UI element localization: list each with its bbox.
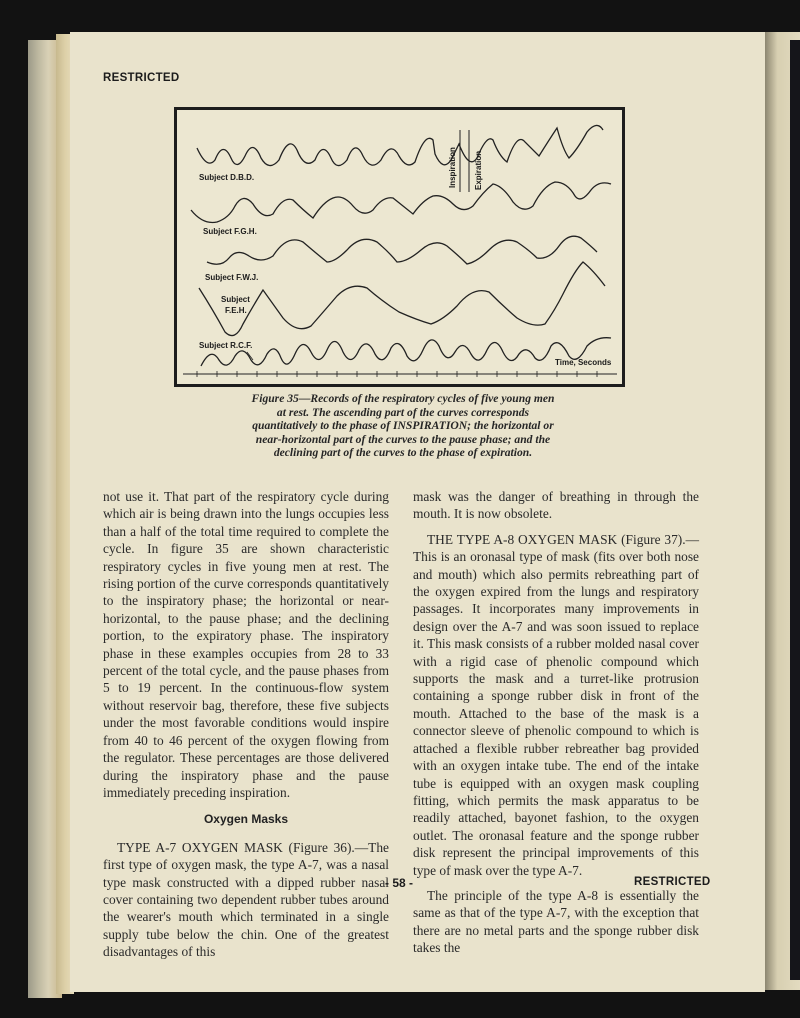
trace-dbd [197,125,603,165]
label-subject-feh: Subject [221,295,250,304]
left-paragraph-1: not use it. That part of the respiratory cycle during which air is being drawn into the lungs occupies less than a half of the total time required to complete the cycle. In figure 35 are shown characteristic respiratory cycles in five young men at rest. The rising portion of the curve corresponds quantitatively to the inspiratory phase; the horizontal or near-horizontal, to the pause phase; and the declining portion, to the expiratory phase. The inspiratory phase in these examples occupies from 28 to 33 percent of the total cycle, and the pause phases from 5 to 19 percent. In the continuous-flow system without reservoir bag, therefore, these five subjects under the most favorable conditions would inspire from 40 to 46 percent of the oxygen flowing from the regulator. These percentages are those delivered during the inspiratory phase and the pause immediately preceding inspiration. [103,489,389,800]
respiratory-traces [177,110,622,384]
time-ticks [197,371,597,377]
left-column [103,488,389,969]
scan-border [790,40,800,980]
respiratory-cycles-figure [174,107,625,387]
header-classification: RESTRICTED [103,72,180,84]
trace-fwj [207,236,597,264]
trace-rcf [201,338,611,366]
label-subject-rcf: Subject R.C.F. [199,341,253,350]
time-axis-label: Time, Seconds [555,358,612,367]
section-heading: Oxygen Masks [203,812,289,827]
trace-feh [199,262,605,336]
footer-classification: RESTRICTED [634,876,711,888]
figure-caption: Figure 35—Records of the respiratory cycles of five young men at rest. The ascending part of the curves corresponds quantitatively to the phase of INSPIRATION; the horizontal or near-horizontal part of the curves to the pause phase; and the declining part of the curves to the phase of expiration. [251,392,555,460]
right-paragraph-1: mask was the danger of breathing in through the mouth. It is now obsolete. [413,489,699,522]
page-number: - 58 - [385,876,414,890]
left-paragraph-2: TYPE A-7 OXYGEN MASK (Figure 36).—The first type of oxygen mask, the type A-7, was a nasal type mask constructed with a dipped rubber nasal cover containing two dependent rubber tubes around the wearer's mouth which terminated in a single supply tube below the chin. One of the greatest disadvantages of this [103,839,389,960]
label-subject-fgh: Subject F.G.H. [203,227,257,236]
label-subject-dbd: Subject D.B.D. [199,173,255,182]
inspiration-label: Inspiration [448,147,457,188]
label-subject-feh-initials: F.E.H. [225,306,247,315]
expiration-label: Expiration [474,150,483,190]
trace-fgh [191,182,611,223]
label-subject-fwj: Subject F.W.J. [205,273,259,282]
right-paragraph-2: THE TYPE A-8 OXYGEN MASK (Figure 37).—This is an oronasal type of mask (fits over both nose and mouth) which also permits rebreathing part of the oxygen expired from the lungs and respiratory passages. It incorporates many improvements in design over the A-7 and was soon issued to replace it. This mask consists of a rubber molded nasal cover with a rigid case of phenolic compound which supports the mask and a turret-like protrusion containing a sponge rubber disk in front of the mouth. Attached to the base of the mask is a connector sleeve of phenolic compound to which is attached a flexible rubber rebreather bag provided with an oxygen intake tube. The end of the intake tube is equipped with an oxygen mask coupling fitting, which permits the mask apparatus to be readily attached, bayonet fashion, to the oxygen outlet. The oronasal feature and the sponge rubber disk represent the principal improvements of this type of mask over the type A-7. [413,531,699,878]
right-paragraph-3: The principle of the type A-8 is essentially the same as that of the type A-7, with the exception that there are no metal parts and the sponge rubber disk takes the [413,887,699,956]
right-column [413,488,699,965]
